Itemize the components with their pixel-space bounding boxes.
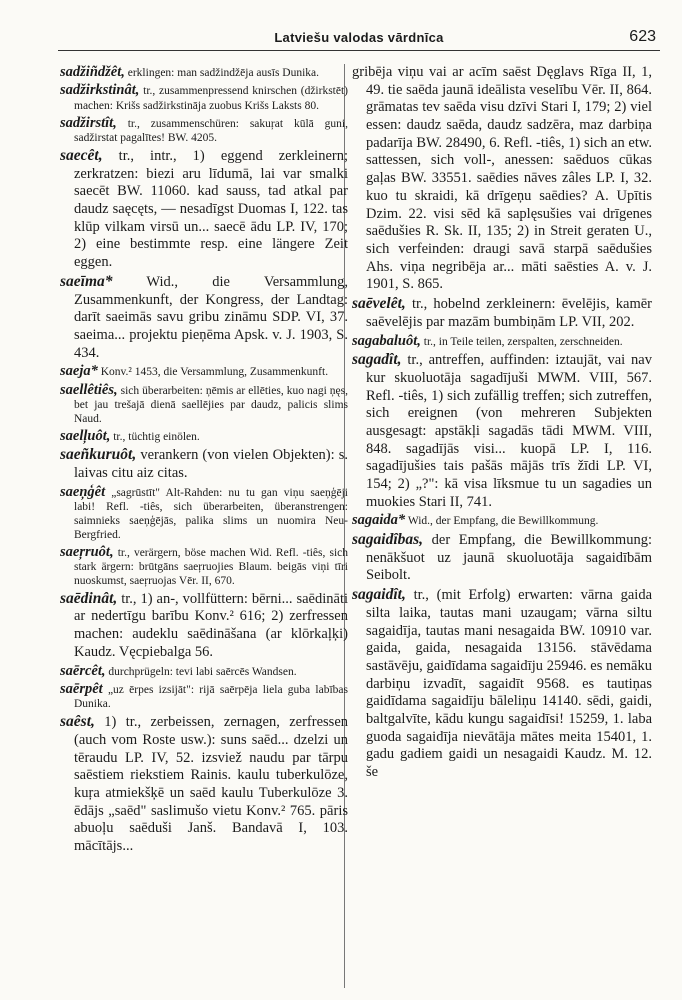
entry-definition: gribēja viņu vai ar acīm saēst Dęglavs Rīga II, 1, 49. tie saēda jaunā ideālista veselību Vēr. II, 864. grāmatas tev saēda visu dzīvi Stari I, 179; 2) viel essen: daudz saēda, daudz sadzēra, maz darbiņa padarīja BW. 28490, 6. Refl. -tiês, 1) sich an etw. sattessen, sich voll-, anessen: saēduos cūkas gaļas BW. 33551. saēdies nāves zâles LP. I, 32. kuo tu skraidi, kā drīgeņu saēdies? A. Upītis Dzim. 22. visi sēd kā saplęsušies vai drīgenes saēdušies R. Sk. II, 135; 2) in Streit geraten U., sich verfeinden: draugi savā starpā saēdušies Ahs. viņa negribēja ar... māti saēsties A. v. J. 1901, S. 865. (352, 64, 652, 293)
entry-headword: saeņģêt (60, 483, 106, 500)
entry-headword: saêst, (60, 713, 95, 731)
dictionary-entry (60, 428, 348, 445)
entry-definition: Wid., die Versammlung, Zusammenkunft, der Kongress, der Landtag: darīt saeimās savu gribu zināmu SDP. VI, 37. saeima... projektu pieņēma Apsk. v. J. 1903, S. 434. (74, 273, 348, 361)
dictionary-entry (60, 446, 348, 483)
entry-headword: saecêt, (60, 146, 103, 164)
dictionary-entry (60, 64, 348, 81)
entry-headword: sagaidîbas, (352, 530, 424, 548)
entry-headword: saeñkuruôt, (60, 446, 137, 464)
dictionary-entry (60, 484, 348, 543)
entry-definition: tr., zusammenpressend knirschen (džirkstēt) machen: Krišs sadžirkstināja zuobus Krišs Laksts 80. (74, 85, 348, 112)
entry-headword: sagabaluôt, (352, 332, 421, 349)
entry-headword: sadžiñdžêt, (60, 64, 125, 80)
dictionary-entry (352, 586, 652, 782)
entry-headword: sagaida* (352, 512, 406, 529)
entry-definition: verankern (von vielen Objekten): s. laivas citu aiz citas. (74, 447, 348, 482)
entry-definition: 1) tr., zerbeissen, zernagen, zerfressen (auch vom Roste usw.): suns saēd... dzelzi un tēraudu LP. IV, 52. izsviež naudu par tārpu saēstiem riekstiem Rainis. kaulu tuberkulōze, kuŗa atmiekšķē un saēd kaulu Tuberkulōze 3. ēdājs „saēd" saslimušo vietu Konv.² 765. pāris abuoļu saēduši Janš. Bandavā I, 103. mācītājs... (74, 714, 348, 855)
dictionary-entry (60, 713, 348, 856)
left-column (60, 64, 348, 988)
entry-headword: saeja* (60, 363, 98, 380)
dictionary-entry (60, 544, 348, 589)
entry-definition: tr., zusammenschüren: sakuŗat kūlā guni, sadžirstat pagalītes! BW. 4205. (74, 117, 348, 144)
entry-definition: tr., in Teile teilen, zerspalten, zerschneiden. (420, 335, 623, 348)
entry-definition: tr., antreffen, auffinden: iztaujāt, vai nav kur skuoluotāja sagadījuši MWM. VIII, 567. Refl. -tiês, 1) sich zufällig treffen; sich zutreffen, sich ereignen (von mehreren Subjekten ausgesagt: apstākļi sagadās tādi MWM. VIII, 848. sagadījās visi... kuopā LP. I, 116. sagadījušies tais pašās mājās trīs žīdi LP. VI, 154; 2) „?": kā visa līksmue tu un sagadies un muokies Stari II, 741. (366, 351, 652, 510)
dictionary-entry (352, 64, 652, 294)
entry-definition: der Empfang, die Bewillkommung: nenākšuot uz jaunā skuoluotāja sagaidībām Seibolt. (366, 531, 652, 584)
entry-headword: saelļuôt, (60, 427, 111, 444)
entry-headword: sadžirstît, (60, 114, 117, 131)
entry-definition: tr., (mit Erfolg) erwarten: vārna gaida silta laika, tautas mani uzaugam; vārna siltu sagaidīja, tautas mani nesagaida BW. 10910 var. gaida, gaida, nesagaida 13156. stāvēdama sastāvēju, gaidīdama sagaidīju 25946. es nemāku darbiņu izvadīt, sagaidīt 9568. es tautiņas gaidīdama sagaidīju bāleliņu 14140. sēdi, gaidi, baltgalvīte, kādu kungu sagaidīsi! 15259, 1. laba guoda sagaidīja nievātāja mātes meita 15401, 1. gadu gadiem gaidi un nesagaidi Kaudz. M. 12. še (366, 587, 652, 781)
entry-headword: saērpêt (60, 680, 103, 697)
dictionary-entry (60, 147, 348, 272)
dictionary-entry (60, 382, 348, 427)
entry-headword: saērcêt, (60, 662, 106, 679)
entry-definition: „sagrūstīt" Alt-Rahden: nu tu gan viņu saeņģēji labi! Refl. -tiês, sich überarbeiten, überanstrengen: saimnieks saeņģējās, palika slims un nuomira Neu-Bergfried. (74, 486, 348, 541)
entry-headword: saēvelêt, (352, 294, 406, 312)
dictionary-entry (352, 295, 652, 332)
entry-headword: sadžirkstinât, (60, 82, 140, 99)
dictionary-entry (352, 531, 652, 585)
dictionary-entry (60, 590, 348, 662)
entry-definition: tr., hobelnd zerkleinern: ēvelējis, kamēr saēvelējis par mazām bumbiņām LP. VII, 202. (366, 295, 652, 330)
entry-headword: saeŗruôt, (60, 543, 114, 560)
entry-definition: Wid., der Empfang, die Bewillkommung. (405, 515, 599, 528)
entry-definition: „uz ērpes izsijāt": rijā saērpēja liela guba labības Dunika. (74, 683, 348, 711)
dictionary-entry (60, 681, 348, 712)
entry-headword: saellêtiês, (60, 381, 118, 398)
entry-definition: tr., intr., 1) eggend zerkleinern; zerkratzen: biezi aru līdumā, lai var smalki saecēt BW. 11060. kad sauss, tad atkal par daudz saęcęts, — nesadīgst Duomas I, 122. tas klūp vilkam virsū un... saecē ādu LP. IV, 170; 2) eine bestimmte resp. eine längere Zeit eggen. (74, 147, 348, 271)
entry-headword: sagaidît, (352, 586, 406, 603)
dictionary-entry (352, 333, 652, 350)
entry-definition: erklingen: man sadžindžēja ausīs Dunika. (124, 67, 320, 79)
entry-headword: sagadît, (352, 350, 402, 368)
page-header (58, 28, 660, 51)
entry-headword: saēdinât, (60, 589, 118, 607)
dictionary-entry (60, 363, 348, 380)
dictionary-entry (60, 115, 348, 146)
right-column (352, 64, 652, 988)
entry-definition: tr., verärgern, böse machen Wid. Refl. -tiês, sich stark ärgern: brūtgāns saeŗruojies Blaum. beigās viņi tīri nuoskumst, saeŗruojas Vēr. II, 670. (74, 546, 348, 587)
page-number: 623 (629, 28, 656, 45)
entry-definition: tr., 1) an-, vollfüttern: bērni... saēdināti ar nedertīgu barību Konv.² 616; 2) zerfressen machen: audeklu saēdināšana (ar klōrkaļķi) Kaudz. Vęcpiebalga 56. (74, 590, 348, 660)
dictionary-entry (352, 351, 652, 511)
entry-definition: tr., tüchtig einölen. (110, 430, 200, 443)
page-title: Latviešu valodas vārdnīca (274, 30, 444, 45)
entry-definition: sich überarbeiten: ņēmis ar ellēties, kuo nagi ņęs, bet jau trešajā dienā saellējies par daudz, palicis slims Naud. (74, 384, 348, 426)
entry-headword: saeīma* (60, 272, 113, 290)
dictionary-entry (60, 663, 348, 680)
entry-definition: Konv.² 1453, die Versammlung, Zusammenkunft. (97, 366, 329, 379)
entry-definition: durchprügeln: tevi labi saērcēs Wandsen. (105, 665, 297, 678)
dictionary-entry (60, 273, 348, 363)
dictionary-entry (60, 82, 348, 113)
dictionary-entry (352, 512, 652, 529)
